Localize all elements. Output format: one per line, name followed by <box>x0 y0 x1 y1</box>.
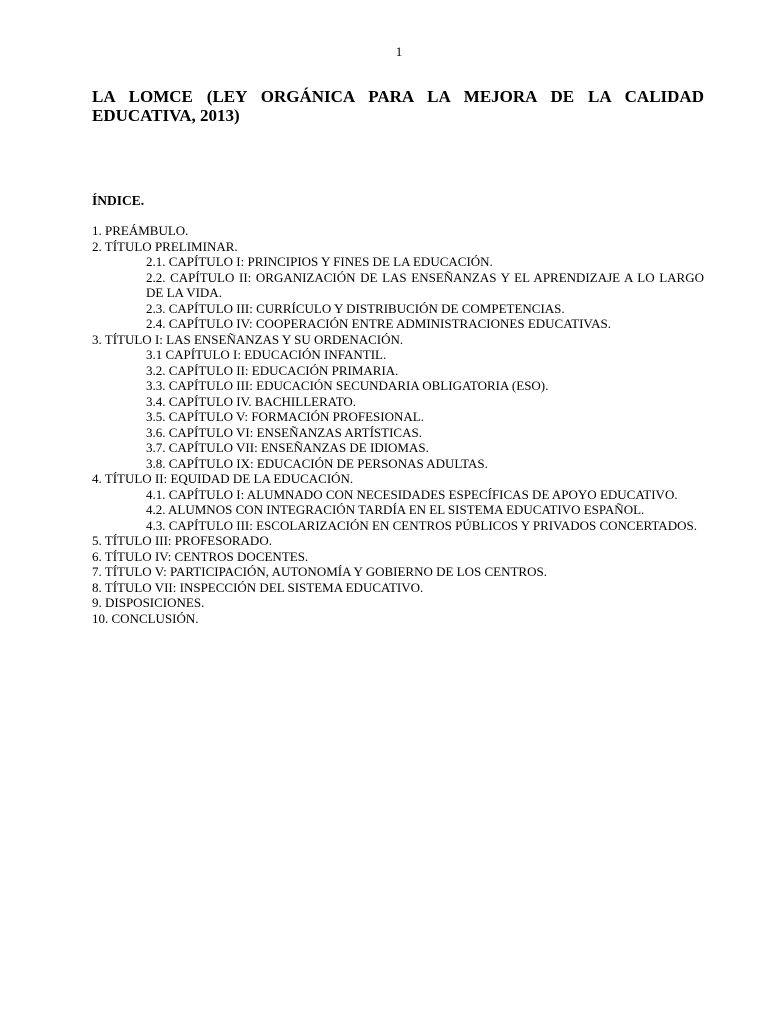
toc-section-item: 5. TÍTULO III: PROFESORADO. <box>92 533 272 548</box>
index-heading: ÍNDICE. <box>92 193 145 208</box>
toc-subsection-item: 3.2. CAPÍTULO II: EDUCACIÓN PRIMARIA. <box>146 362 399 378</box>
toc-subsection-item: 3.3. CAPÍTULO III: EDUCACIÓN SECUNDARIA OBLIGATORIA (ESO). <box>146 378 549 393</box>
toc-section-item: 6. TÍTULO IV: CENTROS DOCENTES. <box>92 548 309 564</box>
table-of-contents <box>92 223 704 626</box>
toc-section-item: 2. TÍTULO PRELIMINAR. <box>92 238 238 254</box>
toc-section-item: 8. TÍTULO VII: INSPECCIÓN DEL SISTEMA EDUCATIVO. <box>92 579 424 595</box>
page-number: 1 <box>395 44 403 59</box>
toc-subsection-item: 4.1. CAPÍTULO I: ALUMNADO CON NECESIDADES ESPECÍFICAS DE APOYO EDUCATIVO. <box>146 486 678 502</box>
toc-section-item: 9. DISPOSICIONES. <box>92 595 205 610</box>
toc-subsection-item: 2.4. CAPÍTULO IV: COOPERACIÓN ENTRE ADMINISTRACIONES EDUCATIVAS. <box>146 316 612 331</box>
toc-subsection-item: 3.1 CAPÍTULO I: EDUCACIÓN INFANTIL. <box>146 347 387 362</box>
toc-subsection-item: 4.3. CAPÍTULO III: ESCOLARIZACIÓN EN CENTROS PÚBLICOS Y PRIVADOS CONCERTADOS. <box>146 517 697 533</box>
toc-section-item: 7. TÍTULO V: PARTICIPACIÓN, AUTONOMÍA Y GOBIERNO DE LOS CENTROS. <box>92 564 547 579</box>
document-title: LA LOMCE (LEY ORGÁNICA PARA LA MEJORA DE LA CALIDAD EDUCATIVA, 2013) <box>92 87 704 125</box>
toc-subsection-item: 3.6. CAPÍTULO VI: ENSEÑANZAS ARTÍSTICAS. <box>146 424 422 440</box>
toc-section-item: 1. PREÁMBULO. <box>92 223 189 238</box>
toc-subsection-item: 3.7. CAPÍTULO VII: ENSEÑANZAS DE IDIOMAS. <box>146 440 429 455</box>
toc-subsection-item: 3.4. CAPÍTULO IV. BACHILLERATO. <box>146 393 357 409</box>
toc-section-item: 3. TÍTULO I: LAS ENSEÑANZAS Y SU ORDENACIÓN. <box>92 331 404 347</box>
toc-subsection-item: 3.5. CAPÍTULO V: FORMACIÓN PROFESIONAL. <box>146 409 424 424</box>
toc-section-item: 10. CONCLUSIÓN. <box>92 610 199 626</box>
toc-section-item: 4. TÍTULO II: EQUIDAD DE LA EDUCACIÓN. <box>92 471 354 486</box>
toc-subsection-item: 2.1. CAPÍTULO I: PRINCIPIOS Y FINES DE LA EDUCACIÓN. <box>146 254 493 269</box>
toc-subsection-item: 2.3. CAPÍTULO III: CURRÍCULO Y DISTRIBUCIÓN DE COMPETENCIAS. <box>146 300 565 316</box>
toc-subsection-item: 2.2. CAPÍTULO II: ORGANIZACIÓN DE LAS ENSEÑANZAS Y EL APRENDIZAJE A LO LARGO DE LA VIDA. <box>146 269 704 300</box>
toc-subsection-item: 4.2. ALUMNOS CON INTEGRACIÓN TARDÍA EN EL SISTEMA EDUCATIVO ESPAÑOL. <box>146 502 645 517</box>
toc-subsection-item: 3.8. CAPÍTULO IX: EDUCACIÓN DE PERSONAS ADULTAS. <box>146 455 488 471</box>
